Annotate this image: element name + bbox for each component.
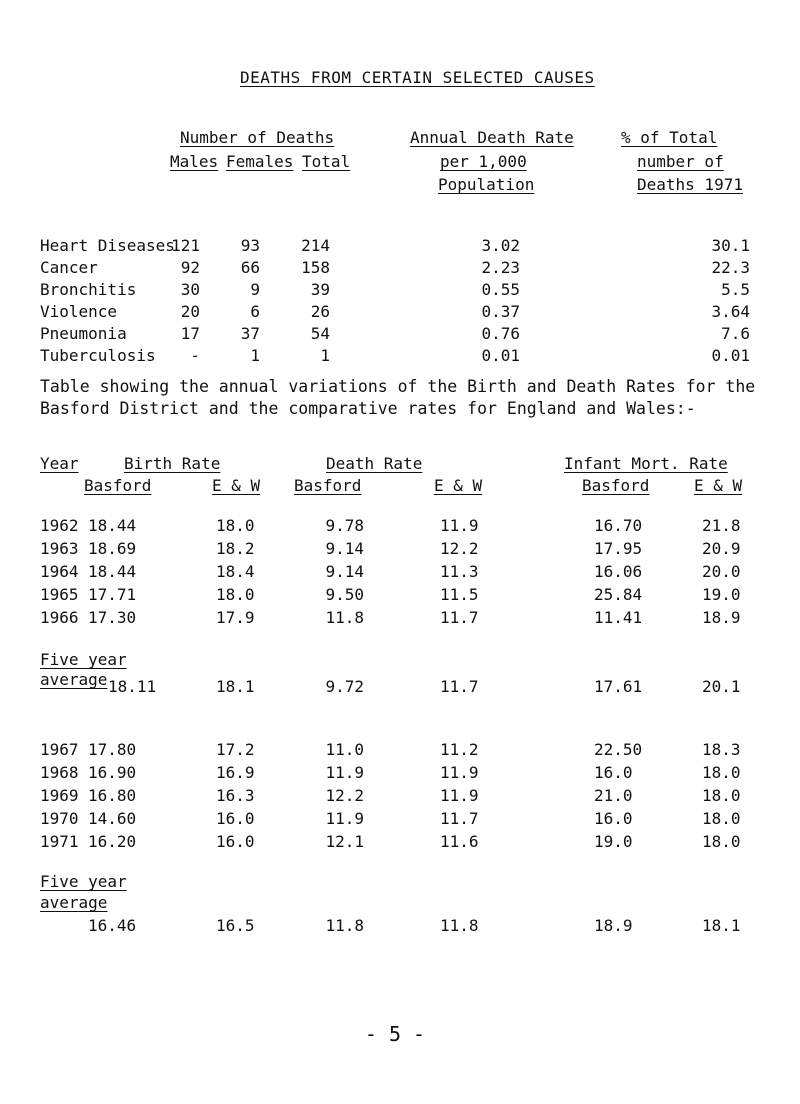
sub-ew-death: E & W [434,476,483,495]
death-basford: 9.78 [325,516,364,535]
males-count: - [190,346,200,365]
death-ew: 11.3 [440,562,479,581]
infant-basford: 25.84 [594,585,643,604]
females-count: 6 [250,302,260,321]
page-title: DEATHS FROM CERTAIN SELECTED CAUSES [240,68,595,87]
death-ew: 11.7 [440,809,479,828]
death-basford: 9.50 [325,585,364,604]
males-count: 17 [180,324,200,343]
infant-ew: 18.0 [702,809,741,828]
sub-ew-infant: E & W [694,476,743,495]
death-basford: 9.14 [325,562,364,581]
birth-ew: 16.3 [216,786,255,805]
year: 1966 [40,608,79,627]
header-pct-line1: % of Total [621,128,718,147]
average-label-line2: average [40,670,108,689]
year: 1971 [40,832,79,851]
header-females: Females [226,152,294,171]
infant-basford: 16.0 [594,809,633,828]
birth-ew: 18.4 [216,562,255,581]
females-count: 66 [240,258,260,277]
header-infant-mort: Infant Mort. Rate [564,454,728,473]
pct-of-total: 0.01 [711,346,750,365]
males-count: 20 [180,302,200,321]
death-rate: 0.01 [481,346,520,365]
pct-of-total: 5.5 [721,280,750,299]
pct-of-total: 3.64 [711,302,750,321]
birth-basford: 16.20 [88,832,137,851]
birth-basford: 17.71 [88,585,137,604]
females-count: 9 [250,280,260,299]
header-total: Total [302,152,351,171]
birth-ew: 17.2 [216,740,255,759]
year: 1965 [40,585,79,604]
average-label-line1: Five year [40,872,127,891]
death-rate: 2.23 [481,258,520,277]
infant-ew: 18.0 [702,786,741,805]
infant-basford: 19.0 [594,832,633,851]
total-count: 1 [320,346,330,365]
birth-ew: 16.0 [216,832,255,851]
birth-basford: 17.30 [88,608,137,627]
average-label-line2: average [40,893,108,912]
pct-of-total: 7.6 [721,324,750,343]
birth-ew: 16.9 [216,763,255,782]
header-number-of-deaths: Number of Deaths [180,128,335,147]
infant-ew: 18.3 [702,740,741,759]
infant-basford: 18.9 [594,916,633,935]
death-ew: 11.7 [440,608,479,627]
cause-name: Pneumonia [40,324,127,343]
header-pct-line2: number of [637,152,724,171]
header-rate-line1: Annual Death Rate [410,128,574,147]
infant-ew: 18.0 [702,763,741,782]
birth-ew: 18.1 [216,677,255,696]
death-rate: 0.76 [481,324,520,343]
year: 1967 [40,740,79,759]
intro-paragraph: Table showing the annual variations of the Birth and Death Rates for the Basford District and the comparative rates for England and Wales:- [40,377,756,418]
cause-name: Bronchitis [40,280,137,299]
males-count: 30 [180,280,200,299]
infant-basford: 16.0 [594,763,633,782]
death-rate: 0.37 [481,302,520,321]
year: 1970 [40,809,79,828]
infant-ew: 20.1 [702,677,741,696]
death-basford: 9.14 [325,539,364,558]
death-ew: 11.9 [440,786,479,805]
males-count: 92 [180,258,200,277]
females-count: 93 [240,236,260,255]
header-death-rate: Death Rate [326,454,423,473]
total-count: 39 [310,280,330,299]
death-ew: 11.9 [440,516,479,535]
infant-ew: 21.8 [702,516,741,535]
death-ew: 11.8 [440,916,479,935]
infant-basford: 21.0 [594,786,633,805]
death-ew: 11.5 [440,585,479,604]
death-rate: 0.55 [481,280,520,299]
infant-basford: 16.70 [594,516,643,535]
infant-ew: 18.0 [702,832,741,851]
birth-ew: 18.0 [216,516,255,535]
year: 1968 [40,763,79,782]
females-count: 1 [250,346,260,365]
header-males: Males [170,152,219,171]
birth-ew: 16.0 [216,809,255,828]
cause-name: Heart Diseases [40,236,175,255]
header-pct-line3: Deaths 1971 [637,175,743,194]
birth-basford: 18.11 [108,677,157,696]
birth-ew: 18.0 [216,585,255,604]
sub-basford-birth: Basford [84,476,152,495]
death-rate: 3.02 [481,236,520,255]
year: 1964 [40,562,79,581]
birth-basford: 18.69 [88,539,137,558]
infant-basford: 17.61 [594,677,643,696]
header-rate-line3: Population [438,175,535,194]
birth-basford: 18.44 [88,562,137,581]
death-basford: 11.9 [325,763,364,782]
death-ew: 11.2 [440,740,479,759]
infant-ew: 18.1 [702,916,741,935]
sub-basford-infant: Basford [582,476,650,495]
sub-ew-birth: E & W [212,476,261,495]
infant-basford: 16.06 [594,562,643,581]
total-count: 26 [310,302,330,321]
birth-basford: 18.44 [88,516,137,535]
birth-basford: 16.46 [88,916,137,935]
page-number: - 5 - [364,1022,426,1046]
death-basford: 11.0 [325,740,364,759]
death-ew: 11.7 [440,677,479,696]
death-ew: 11.6 [440,832,479,851]
death-basford: 12.1 [325,832,364,851]
average-label-line1: Five year [40,650,127,669]
cause-name: Cancer [40,258,98,277]
total-count: 158 [301,258,330,277]
birth-basford: 14.60 [88,809,137,828]
males-count: 121 [171,236,200,255]
infant-ew: 19.0 [702,585,741,604]
infant-basford: 17.95 [594,539,643,558]
header-year: Year [40,454,79,473]
death-ew: 12.2 [440,539,479,558]
total-count: 214 [301,236,330,255]
header-birth-rate: Birth Rate [124,454,221,473]
pct-of-total: 22.3 [711,258,750,277]
death-basford: 9.72 [325,677,364,696]
birth-basford: 16.80 [88,786,137,805]
year: 1969 [40,786,79,805]
total-count: 54 [310,324,330,343]
death-basford: 12.2 [325,786,364,805]
death-basford: 11.9 [325,809,364,828]
cause-name: Tuberculosis [40,346,156,365]
sub-basford-death: Basford [294,476,362,495]
infant-basford: 11.41 [594,608,643,627]
birth-ew: 18.2 [216,539,255,558]
year: 1962 [40,516,79,535]
death-ew: 11.9 [440,763,479,782]
birth-basford: 16.90 [88,763,137,782]
birth-basford: 17.80 [88,740,137,759]
infant-ew: 20.0 [702,562,741,581]
death-basford: 11.8 [325,608,364,627]
birth-ew: 16.5 [216,916,255,935]
birth-ew: 17.9 [216,608,255,627]
pct-of-total: 30.1 [711,236,750,255]
cause-name: Violence [40,302,118,321]
header-rate-line2: per 1,000 [440,152,527,171]
year: 1963 [40,539,79,558]
infant-ew: 18.9 [702,608,741,627]
death-basford: 11.8 [325,916,364,935]
females-count: 37 [240,324,260,343]
infant-ew: 20.9 [702,539,741,558]
infant-basford: 22.50 [594,740,643,759]
